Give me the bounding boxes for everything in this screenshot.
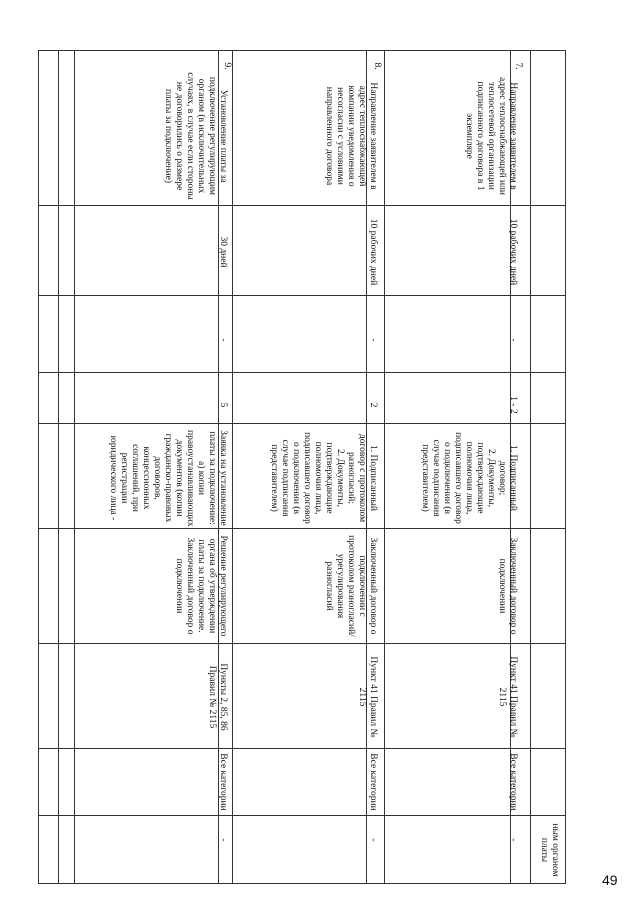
note-cell: - xyxy=(218,838,228,842)
term-cell: 30 дней xyxy=(218,236,228,268)
count-cell: 5 xyxy=(218,402,228,408)
note-cell: - xyxy=(368,838,378,842)
table-divider xyxy=(38,295,566,296)
table-divider xyxy=(38,748,566,749)
table-divider xyxy=(58,50,59,884)
table-divider xyxy=(38,205,566,206)
category-cell: Все категории xyxy=(368,753,378,811)
table-divider xyxy=(38,423,566,424)
header-cell xyxy=(530,815,566,884)
table-divider xyxy=(74,50,75,884)
note-cell: - xyxy=(508,838,518,842)
stage-cell: Направление заявителем в адрес теплоснабжающей или теплосетевой организации подписанного договора в 1 экземпляре xyxy=(464,77,518,195)
result-cell: Решение регулирующего органа об утверждении платы за подключение. Заключенный договор о подключении xyxy=(174,535,228,637)
table-divider xyxy=(38,643,566,644)
basis-cell: Пункт 41 Правил № 2115 xyxy=(497,656,518,738)
docs-cell: Заявка на установление платы за подключение: а) копии правоустанавливающих документов (копии гражданско-правовых договоров, концессионных соглашений, при регистрации юридического лица - xyxy=(108,430,228,527)
header-fragment: ным органом платы xyxy=(539,823,560,877)
docs-cell: 1. Подписанный договор; 2. Документы, подтверждающие полномочия лица, подписавшего договор о подключении (в случае подписания представителем) xyxy=(420,432,518,524)
term-cell: 10 рабочих дней xyxy=(508,218,518,286)
docs-cell: 1. Подписанный договор с протоколом разногласий; 2. Документы, подтверждающие полномочия лица, подписавшего договор о подключении (в случае подписания представителем) xyxy=(269,432,378,524)
fee-cell: - xyxy=(508,338,518,342)
row-number: 9. xyxy=(222,62,232,70)
row-number: 8. xyxy=(372,62,382,70)
category-cell: Все категории xyxy=(508,753,518,811)
table-divider xyxy=(530,50,531,884)
row-number: 7. xyxy=(513,62,523,70)
table-divider xyxy=(38,815,566,816)
count-cell: 2 xyxy=(368,402,378,408)
fee-cell: - xyxy=(368,338,378,342)
table-divider xyxy=(38,372,566,373)
result-cell: Заключенный договор о подключении xyxy=(497,537,518,635)
category-cell: Все категории xyxy=(218,753,228,811)
basis-cell: Пункт 41 Правил № 2115 xyxy=(357,656,378,738)
table-divider xyxy=(232,50,233,884)
count-cell: 1 - 2 xyxy=(508,396,518,414)
fee-cell: - xyxy=(218,338,228,342)
table-divider xyxy=(38,528,566,529)
table-divider xyxy=(384,50,385,884)
result-cell: Заключенный договор о подключении с протоколом разногласий/урегулирования разногласий xyxy=(324,535,378,637)
stage-cell: Установление платы за подключение регулирующим органом (в исключительных случаях, в случае если стороны не договорились о размере платы за подключение) xyxy=(163,72,228,200)
page-number: 49 xyxy=(602,872,618,888)
basis-cell: Пункты 2, 85, 86 Правил № 2115 xyxy=(207,663,228,731)
term-cell: 10 рабочих дней xyxy=(368,218,378,286)
stage-cell: Направление заявителем в адрес теплоснабжающей компании уведомления о несогласии с условиями направленного договора xyxy=(324,82,378,190)
